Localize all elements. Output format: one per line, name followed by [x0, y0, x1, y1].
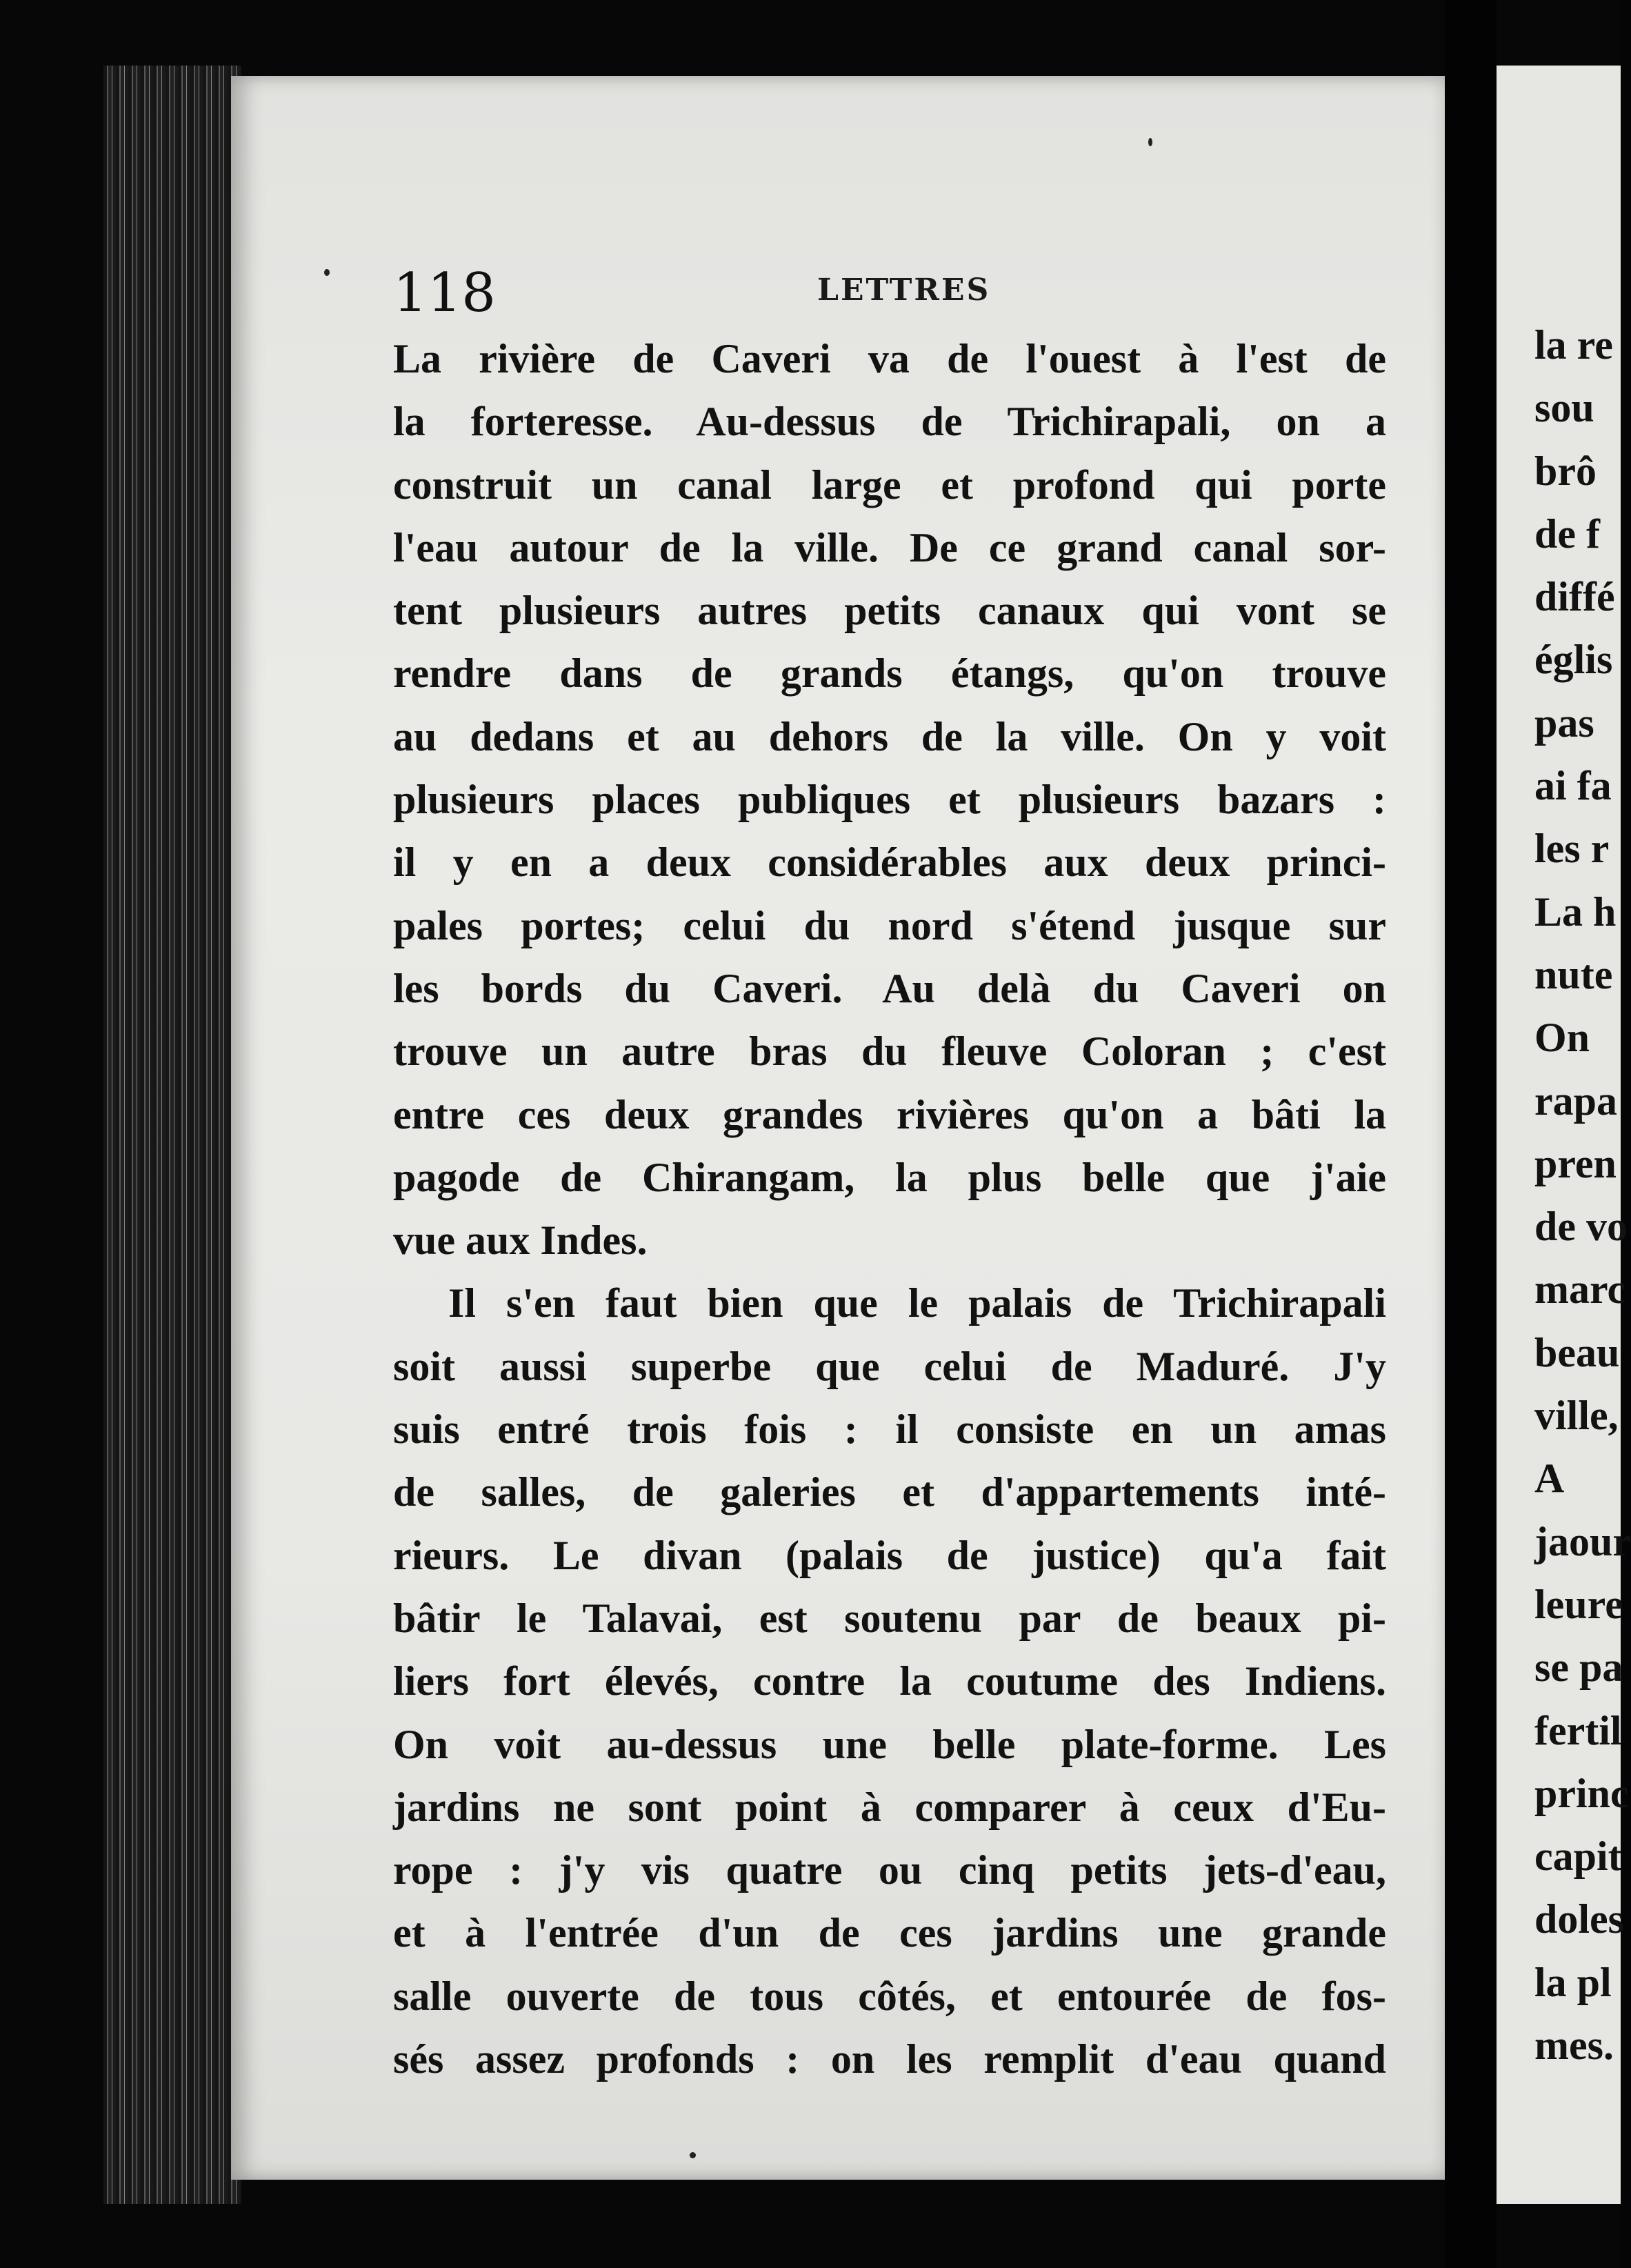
text-line: suis entré trois fois : il consiste en un amas: [393, 1406, 1386, 1453]
facing-line: diffé: [1534, 574, 1615, 620]
facing-line: fertil: [1534, 1707, 1622, 1753]
facing-line: rapa: [1534, 1077, 1617, 1124]
facing-line: la re: [1534, 322, 1613, 368]
text-line: pagode de Chirangam, la plus belle que j'aie: [393, 1154, 1386, 1200]
text-line: et à l'entrée d'un de ces jardins une grande: [393, 1910, 1386, 1956]
facing-line: leure: [1534, 1581, 1623, 1627]
facing-line: nute: [1534, 951, 1613, 997]
text-line: l'eau autour de la ville. De ce grand canal sor-: [393, 524, 1386, 570]
facing-line: mes.: [1534, 2022, 1614, 2069]
page-number: 118: [393, 262, 496, 324]
text-line: liers fort élevés, contre la coutume des Indiens.: [393, 1658, 1386, 1704]
text-line: rendre dans de grands étangs, qu'on trouve: [393, 650, 1386, 697]
text-line: plusieurs places publiques et plusieurs bazars :: [393, 777, 1386, 823]
facing-line: brô: [1534, 448, 1597, 494]
text-line: salle ouverte de tous côtés, et entourée de fos-: [393, 1973, 1386, 2019]
facing-line: ai fa: [1534, 763, 1612, 809]
facing-line: jaour: [1534, 1518, 1631, 1564]
text-line: La rivière de Caveri va de l'ouest à l'est de: [393, 336, 1386, 381]
text-line: entre ces deux grandes rivières qu'on a bâti la: [393, 1091, 1386, 1137]
facing-line: de f: [1534, 510, 1600, 557]
facing-line: La h: [1534, 888, 1617, 935]
text-line: On voit au-dessus une belle plate-forme. Les: [393, 1721, 1386, 1767]
scan-speck: [324, 269, 330, 276]
text-line: tent plusieurs autres petits canaux qui vont se: [393, 588, 1386, 634]
facing-line: pas: [1534, 699, 1594, 746]
facing-line: doles: [1534, 1896, 1625, 1942]
text-line: jardins ne sont point à comparer à ceux d'Eu-: [393, 1784, 1386, 1830]
text-line: il y en a deux considérables aux deux princi-: [393, 839, 1386, 886]
text-line: rieurs. Le divan (palais de justice) qu'a fait: [393, 1532, 1386, 1578]
facing-line: pren: [1534, 1140, 1617, 1186]
facing-line: marc: [1534, 1266, 1626, 1313]
book-gutter: [1445, 0, 1497, 2268]
text-line: construit un canal large et profond qui porte: [393, 461, 1386, 508]
facing-line: capit: [1534, 1833, 1622, 1880]
facing-line: de vo: [1534, 1204, 1628, 1250]
scan-speck: [690, 2152, 696, 2158]
facing-line: beau: [1534, 1329, 1620, 1375]
facing-line: On: [1534, 1015, 1590, 1061]
text-line: les bords du Caveri. Au delà du Caveri on: [393, 965, 1386, 1011]
facing-line: ville,: [1534, 1393, 1619, 1439]
page-body-text: [393, 328, 1386, 2091]
facing-line: la pl: [1534, 1959, 1612, 2005]
facing-line: les r: [1534, 826, 1610, 872]
facing-line: se pa: [1534, 1644, 1623, 1691]
text-line: soit aussi superbe que celui de Maduré. J'y: [393, 1343, 1386, 1389]
text-line: sés assez profonds : on les remplit d'eau quand: [393, 2036, 1386, 2082]
text-line: pales portes; celui du nord s'étend jusque sur: [393, 902, 1386, 948]
running-head: LETTRES: [817, 272, 991, 308]
text-line: bâtir le Talavai, est soutenu par de beaux pi-: [393, 1595, 1386, 1641]
stacked-page-edges: [103, 66, 241, 2204]
scan-speck: [1148, 138, 1152, 146]
text-line: vue aux Indes.: [393, 1217, 648, 1264]
facing-line: sou: [1534, 385, 1594, 431]
text-line: rope : j'y vis quatre ou cinq petits jets-d'eau,: [393, 1847, 1386, 1893]
facing-line: églis: [1534, 637, 1613, 683]
text-line: la forteresse. Au-dessus de Trichirapali, on a: [393, 399, 1386, 445]
text-line: de salles, de galeries et d'appartements inté-: [393, 1469, 1386, 1515]
text-line: trouve un autre bras du fleuve Coloran ; c'est: [393, 1028, 1386, 1075]
facing-line: princ: [1534, 1770, 1629, 1816]
text-line: au dedans et au dehors de la ville. On y voit: [393, 713, 1386, 759]
facing-page-text: [1534, 314, 1631, 2077]
text-line: Il s'en faut bien que le palais de Trichirapali: [448, 1280, 1386, 1326]
facing-line: A: [1534, 1455, 1565, 1502]
